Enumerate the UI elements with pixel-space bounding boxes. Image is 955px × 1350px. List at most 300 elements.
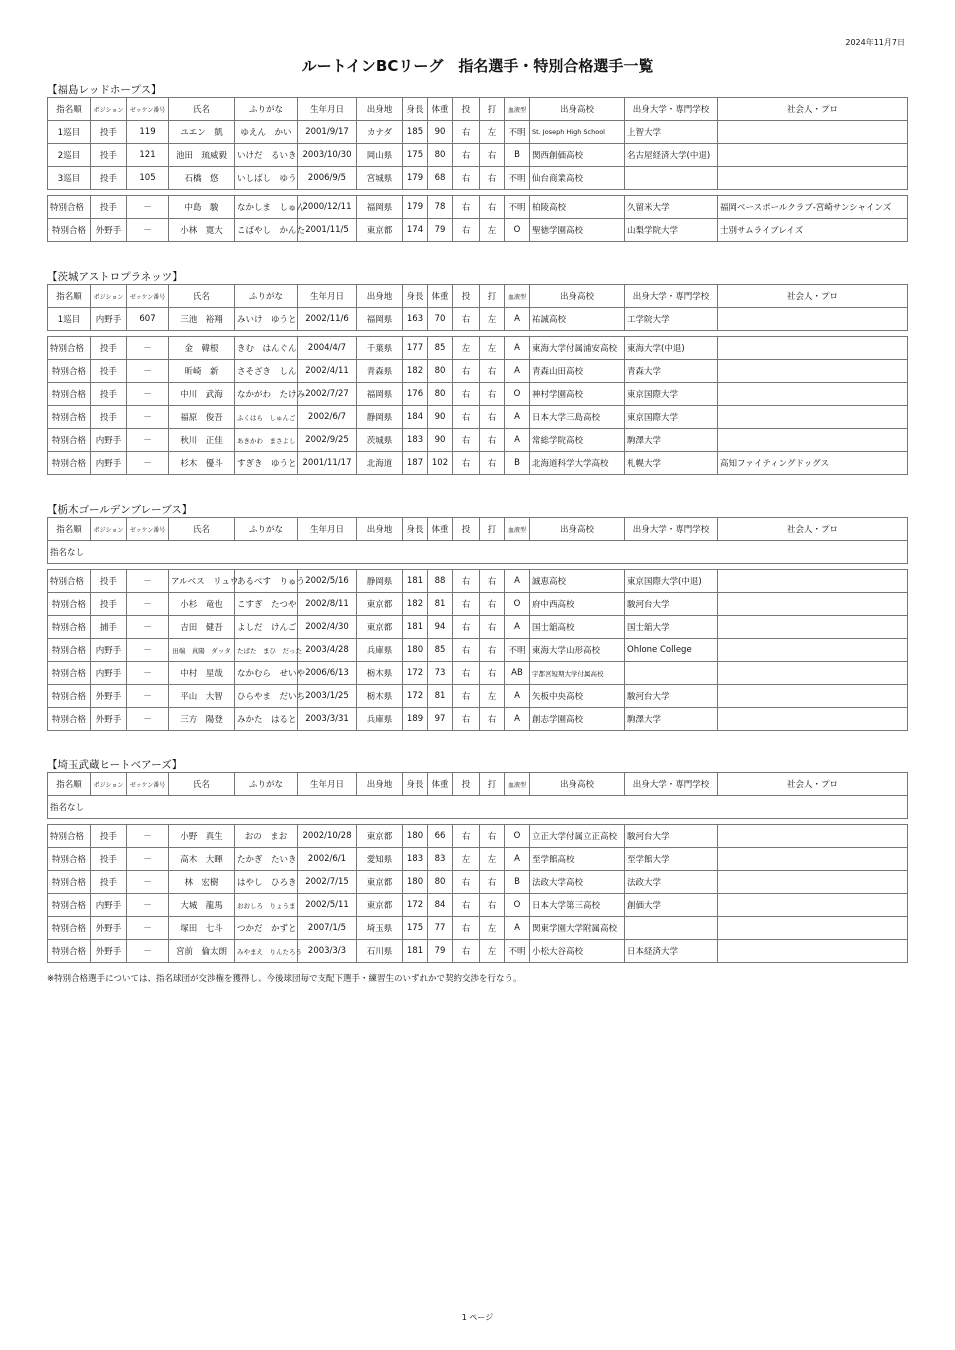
cell-weight: 97 [428,708,453,731]
header-birthdate: 生年月日 [298,518,357,541]
cell-high-school: 府中西高校 [530,593,625,616]
header-birthplace: 出身地 [357,285,403,308]
cell-weight: 90 [428,406,453,429]
special-table [47,336,908,475]
cell-high-school: 立正大学付属立正高校 [530,825,625,848]
cell-name: 平山 大智 [169,685,235,708]
cell-birthdate: 2001/11/17 [298,452,357,475]
cell-birthdate: 2003/3/31 [298,708,357,731]
cell-height: 179 [403,196,428,219]
header-position: ポジション [91,98,127,121]
header-number: ゼッケン番号 [127,98,169,121]
cell-birthplace: 愛知県 [357,848,403,871]
cell-blood-type: A [505,429,530,452]
cell-position: 投手 [91,848,127,871]
cell-blood-type: AB [505,662,530,685]
cell-high-school: 小松大谷高校 [530,940,625,963]
cell-throws: 右 [453,196,480,219]
table-row [48,360,908,383]
cell-number: 119 [127,121,169,144]
cell-birthdate: 2002/9/25 [298,429,357,452]
header-height: 身長 [403,285,428,308]
header-height: 身長 [403,98,428,121]
cell-blood-type: O [505,219,530,242]
header-blood-type: 血液型 [505,285,530,308]
cell-furigana: ふくはら しゅんご [235,406,298,429]
cell-high-school: 柏陵高校 [530,196,625,219]
cell-birthdate: 2003/4/28 [298,639,357,662]
cell-position: 投手 [91,144,127,167]
cell-university: 駿河台大学 [625,685,718,708]
cell-furigana: つかだ かずと [235,917,298,940]
cell-order: 特別合格 [48,196,91,219]
cell-height: 187 [403,452,428,475]
table-row [48,196,908,219]
cell-order: 特別合格 [48,452,91,475]
header-birthplace: 出身地 [357,518,403,541]
cell-number: 607 [127,308,169,331]
cell-number: － [127,825,169,848]
cell-high-school: 誠恵高校 [530,570,625,593]
cell-throws: 右 [453,167,480,190]
cell-throws: 右 [453,360,480,383]
cell-number: － [127,383,169,406]
cell-university: 東京国際大学(中退) [625,570,718,593]
cell-high-school: 関東学園大学附属高校 [530,917,625,940]
cell-weight: 81 [428,593,453,616]
cell-birthplace: 東京都 [357,616,403,639]
team-section [47,759,907,963]
header-row [48,285,908,308]
cell-name: 宮前 倫太朗 [169,940,235,963]
table-row [48,708,908,731]
cell-throws: 右 [453,871,480,894]
header-weight: 体重 [428,518,453,541]
header-weight: 体重 [428,285,453,308]
cell-birthplace: 千葉県 [357,337,403,360]
cell-blood-type: 不明 [505,121,530,144]
cell-birthplace: 宮城県 [357,167,403,190]
cell-number: － [127,685,169,708]
cell-bats: 左 [480,337,505,360]
cell-birthdate: 2002/7/15 [298,871,357,894]
cell-birthdate: 2002/5/11 [298,894,357,917]
cell-pro-amateur [718,383,908,406]
cell-bats: 右 [480,894,505,917]
table-row [48,144,908,167]
header-height: 身長 [403,773,428,796]
cell-position: 投手 [91,121,127,144]
cell-birthplace: 福岡県 [357,383,403,406]
cell-name: 吉田 健吾 [169,616,235,639]
cell-bats: 左 [480,121,505,144]
header-furigana: ふりがな [235,518,298,541]
cell-position: 投手 [91,825,127,848]
cell-throws: 右 [453,406,480,429]
cell-bats: 左 [480,308,505,331]
cell-number: 105 [127,167,169,190]
cell-blood-type: 不明 [505,196,530,219]
cell-pro-amateur [718,894,908,917]
cell-order: 特別合格 [48,662,91,685]
cell-weight: 73 [428,662,453,685]
header-university: 出身大学・専門学校 [625,518,718,541]
cell-high-school: 祐誠高校 [530,308,625,331]
header-number: ゼッケン番号 [127,518,169,541]
table-row [48,452,908,475]
cell-university: 山梨学院大学 [625,219,718,242]
cell-height: 163 [403,308,428,331]
cell-bats: 右 [480,871,505,894]
cell-birthdate: 2002/7/27 [298,383,357,406]
cell-blood-type: A [505,848,530,871]
cell-name: 杉木 優斗 [169,452,235,475]
team-name: 【茨城アストロプラネッツ】 [47,271,183,283]
cell-position: 投手 [91,570,127,593]
cell-height: 183 [403,848,428,871]
cell-birthplace: 栃木県 [357,662,403,685]
cell-pro-amateur [718,429,908,452]
cell-throws: 右 [453,894,480,917]
header-order: 指名順 [48,98,91,121]
cell-name: 中村 星哉 [169,662,235,685]
cell-birthplace: 石川県 [357,940,403,963]
cell-bats: 右 [480,383,505,406]
cell-number: － [127,662,169,685]
cell-throws: 右 [453,639,480,662]
cell-order: 特別合格 [48,685,91,708]
table-row [48,685,908,708]
cell-name: 金 韓根 [169,337,235,360]
table-row [48,308,908,331]
cell-name: 三池 裕翔 [169,308,235,331]
cell-name: 池田 琉威毅 [169,144,235,167]
header-row [48,773,908,796]
header-position: ポジション [91,773,127,796]
cell-number: － [127,219,169,242]
cell-pro-amateur [718,917,908,940]
no-nomination: 指名なし [48,541,908,564]
cell-high-school: 法政大学高校 [530,871,625,894]
no-nomination: 指名なし [48,796,908,819]
cell-name: 中島 駿 [169,196,235,219]
table-row [48,917,908,940]
cell-birthplace: 福岡県 [357,196,403,219]
cell-birthdate: 2007/1/5 [298,917,357,940]
header-throws: 投 [453,285,480,308]
cell-university: 駿河台大学 [625,825,718,848]
cell-weight: 81 [428,685,453,708]
cell-weight: 80 [428,383,453,406]
cell-number: － [127,708,169,731]
cell-bats: 右 [480,825,505,848]
header-blood-type: 血液型 [505,98,530,121]
cell-bats: 右 [480,167,505,190]
cell-birthdate: 2002/11/6 [298,308,357,331]
cell-throws: 右 [453,685,480,708]
cell-order: 特別合格 [48,616,91,639]
cell-birthdate: 2000/12/11 [298,196,357,219]
header-row [48,98,908,121]
team-name: 【栃木ゴールデンブレーブス】 [47,504,193,516]
cell-weight: 90 [428,429,453,452]
cell-height: 182 [403,360,428,383]
nominated-table [47,772,908,819]
header-weight: 体重 [428,773,453,796]
cell-high-school: 北海道科学大学高校 [530,452,625,475]
cell-height: 174 [403,219,428,242]
cell-weight: 66 [428,825,453,848]
cell-order: 特別合格 [48,337,91,360]
cell-furigana: なかがわ たけみ [235,383,298,406]
cell-weight: 77 [428,917,453,940]
cell-number: － [127,871,169,894]
cell-height: 180 [403,639,428,662]
header-name: 氏名 [169,285,235,308]
cell-blood-type: A [505,708,530,731]
cell-height: 177 [403,337,428,360]
cell-furigana: きむ はんぐん [235,337,298,360]
cell-position: 投手 [91,196,127,219]
cell-name: 林 宏樹 [169,871,235,894]
cell-number: － [127,940,169,963]
cell-number: － [127,360,169,383]
cell-pro-amateur [718,337,908,360]
cell-pro-amateur: 福岡ベースボールクラブ-宮崎サンシャインズ [718,196,908,219]
cell-height: 185 [403,121,428,144]
cell-birthplace: 北海道 [357,452,403,475]
cell-blood-type: 不明 [505,940,530,963]
cell-university: 法政大学 [625,871,718,894]
header-bats: 打 [480,98,505,121]
cell-birthplace: 福岡県 [357,308,403,331]
table-row [48,219,908,242]
cell-birthplace: 青森県 [357,360,403,383]
team-name: 【埼玉武蔵ヒートベアーズ】 [47,759,183,771]
cell-name: 石橋 悠 [169,167,235,190]
cell-order: 特別合格 [48,871,91,894]
cell-bats: 左 [480,940,505,963]
cell-weight: 79 [428,219,453,242]
cell-pro-amateur [718,708,908,731]
cell-birthdate: 2002/10/28 [298,825,357,848]
cell-height: 179 [403,167,428,190]
header-order: 指名順 [48,285,91,308]
cell-bats: 右 [480,144,505,167]
cell-furigana: すぎき ゆうと [235,452,298,475]
header-birthdate: 生年月日 [298,98,357,121]
cell-bats: 右 [480,639,505,662]
cell-furigana: おの まお [235,825,298,848]
cell-position: 内野手 [91,662,127,685]
header-number: ゼッケン番号 [127,285,169,308]
cell-furigana: みかた はると [235,708,298,731]
cell-number: － [127,196,169,219]
table-row [48,639,908,662]
footnote: ※特別合格選手については、指名球団が交渉権を獲得し、今後球団毎で支配下選手・練習生のいずれかで契約交渉を行なう。 [47,974,522,984]
table-row [48,940,908,963]
cell-throws: 右 [453,570,480,593]
cell-number: － [127,570,169,593]
cell-blood-type: O [505,894,530,917]
cell-birthplace: 岡山県 [357,144,403,167]
cell-height: 182 [403,593,428,616]
cell-furigana: さそざき しん [235,360,298,383]
header-throws: 投 [453,98,480,121]
cell-birthplace: 東京都 [357,219,403,242]
table-row [48,383,908,406]
cell-number: － [127,848,169,871]
cell-pro-amateur [718,360,908,383]
cell-position: 内野手 [91,639,127,662]
cell-height: 184 [403,406,428,429]
cell-number: － [127,429,169,452]
cell-number: － [127,616,169,639]
cell-university: 駿河台大学 [625,593,718,616]
cell-furigana: いけだ るいき [235,144,298,167]
header-name: 氏名 [169,773,235,796]
cell-birthdate: 2002/4/30 [298,616,357,639]
header-pro-amateur: 社会人・プロ [718,285,908,308]
cell-number: － [127,406,169,429]
table-row [48,871,908,894]
cell-bats: 右 [480,452,505,475]
cell-weight: 78 [428,196,453,219]
header-weight: 体重 [428,98,453,121]
cell-blood-type: O [505,383,530,406]
cell-pro-amateur [718,685,908,708]
cell-university: 創価大学 [625,894,718,917]
cell-throws: 右 [453,616,480,639]
table-row [48,662,908,685]
cell-order: 特別合格 [48,917,91,940]
table-row [48,616,908,639]
cell-position: 外野手 [91,917,127,940]
table-row [48,593,908,616]
cell-height: 175 [403,144,428,167]
cell-birthplace: 東京都 [357,894,403,917]
table-row [48,796,908,819]
header-position: ポジション [91,518,127,541]
cell-bats: 右 [480,570,505,593]
cell-position: 内野手 [91,308,127,331]
cell-furigana: はやし ひろき [235,871,298,894]
cell-position: 内野手 [91,452,127,475]
cell-position: 内野手 [91,429,127,452]
cell-university: 青森大学 [625,360,718,383]
cell-furigana: あるべす りゅう [235,570,298,593]
cell-height: 181 [403,616,428,639]
cell-throws: 右 [453,940,480,963]
cell-order: 特別合格 [48,406,91,429]
cell-high-school: 至学館高校 [530,848,625,871]
table-row [48,121,908,144]
cell-throws: 右 [453,383,480,406]
cell-blood-type: B [505,871,530,894]
cell-birthplace: 東京都 [357,825,403,848]
header-bats: 打 [480,518,505,541]
cell-name: 昕崎 新 [169,360,235,383]
cell-high-school: 青森山田高校 [530,360,625,383]
cell-number: － [127,894,169,917]
cell-weight: 68 [428,167,453,190]
cell-university: 久留米大学 [625,196,718,219]
cell-name: 大城 龍馬 [169,894,235,917]
cell-throws: 左 [453,337,480,360]
cell-university: 日本経済大学 [625,940,718,963]
cell-order: 特別合格 [48,360,91,383]
header-university: 出身大学・専門学校 [625,98,718,121]
header-row [48,518,908,541]
cell-height: 180 [403,871,428,894]
table-row [48,406,908,429]
cell-position: 投手 [91,383,127,406]
cell-university: 東京国際大学 [625,406,718,429]
document-date: 2024年11月7日 [845,38,905,47]
cell-bats: 右 [480,593,505,616]
cell-high-school: 聖徳学園高校 [530,219,625,242]
cell-position: 投手 [91,360,127,383]
header-furigana: ふりがな [235,773,298,796]
cell-order: 特別合格 [48,940,91,963]
cell-weight: 94 [428,616,453,639]
cell-furigana: みいけ ゆうと [235,308,298,331]
cell-blood-type: B [505,144,530,167]
cell-university: 工学院大学 [625,308,718,331]
cell-weight: 102 [428,452,453,475]
table-row [48,337,908,360]
team-name: 【福島レッドホープス】 [47,84,162,96]
table-row [48,570,908,593]
cell-order: 特別合格 [48,593,91,616]
cell-birthdate: 2006/9/5 [298,167,357,190]
cell-university: 東海大学(中退) [625,337,718,360]
cell-position: 投手 [91,871,127,894]
cell-position: 外野手 [91,708,127,731]
cell-birthplace: 静岡県 [357,570,403,593]
cell-birthplace: 東京都 [357,871,403,894]
cell-number: － [127,639,169,662]
special-table [47,824,908,963]
header-blood-type: 血液型 [505,518,530,541]
cell-birthdate: 2003/3/3 [298,940,357,963]
cell-birthplace: 茨城県 [357,429,403,452]
cell-university [625,917,718,940]
header-birthplace: 出身地 [357,98,403,121]
cell-high-school: 国士舘高校 [530,616,625,639]
nominated-table [47,284,908,331]
cell-high-school: 矢板中央高校 [530,685,625,708]
cell-order: 特別合格 [48,825,91,848]
cell-pro-amateur [718,639,908,662]
cell-blood-type: A [505,917,530,940]
cell-bats: 左 [480,685,505,708]
cell-high-school: 東海大学山形高校 [530,639,625,662]
cell-name: 秋川 正佳 [169,429,235,452]
cell-weight: 70 [428,308,453,331]
cell-high-school: 常総学院高校 [530,429,625,452]
cell-pro-amateur [718,121,908,144]
cell-pro-amateur [718,662,908,685]
cell-bats: 左 [480,848,505,871]
cell-order: 1巡目 [48,121,91,144]
cell-birthdate: 2002/4/11 [298,360,357,383]
cell-throws: 右 [453,708,480,731]
table-row [48,894,908,917]
cell-blood-type: O [505,593,530,616]
cell-height: 181 [403,570,428,593]
cell-weight: 83 [428,848,453,871]
